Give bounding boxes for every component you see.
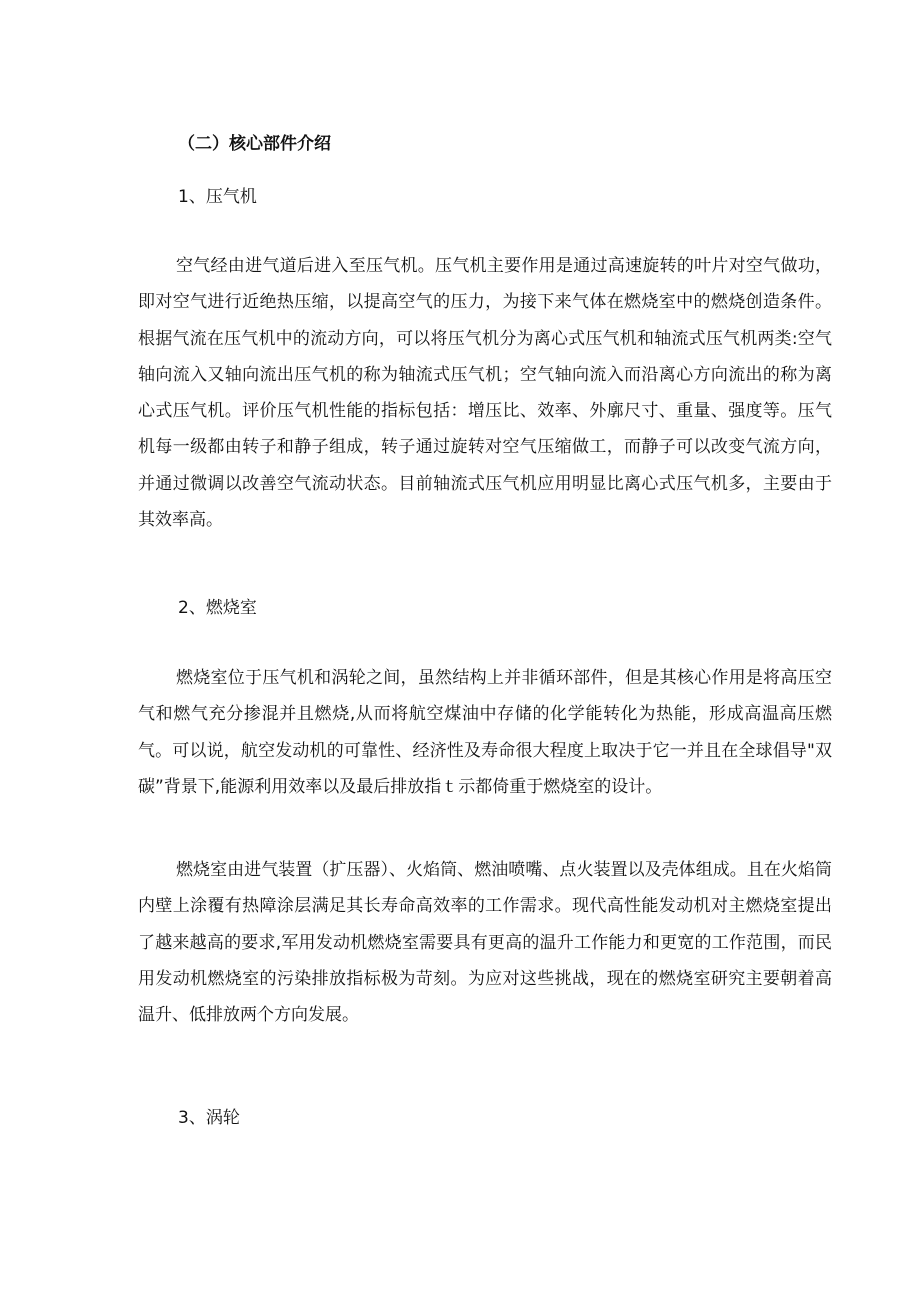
paragraph-combustor-structure: 燃烧室由进气装置（扩压器）、火焰筒、燃油喷嘴、点火装置以及壳体组成。且在火焰筒内壁上涂覆有热障涂层满足其长寿命高效率的工作需求。现代高性能发动机对主燃烧室提出了越来越高的要求,军用发动机燃烧室需要具有更高的温升工作能力和更宽的工作范围，而民用发动机燃烧室的污染排放指标极为苛刻。为应对这些挑战，现在的燃烧室研究主要朝着高温升、低排放两个方向发展。 (138, 860, 832, 1026)
section-title: （二）核心部件介绍 (178, 134, 331, 154)
paragraph-combustor-intro: 燃烧室位于压气机和涡轮之间，虽然结构上并非循环部件，但是其核心作用是将高压空气和燃气充分掺混并且燃烧,从而将航空煤油中存储的化学能转化为热能，形成高温高压燃气。可以说，航空发动机的可靠性、经济性及寿命很大程度上取决于它一并且在全球倡导"双碳”背景下,能源利用效率以及最后排放指ｔ示都倚重于燃烧室的设计。 (138, 668, 832, 797)
subsection-heading-turbine: 3、涡轮 (178, 1108, 240, 1128)
paragraph-compressor: 空气经由进气道后进入至压气机。压气机主要作用是通过高速旋转的叶片对空气做功，即对空气进行近绝热压缩，以提高空气的压力，为接下来气体在燃烧室中的燃烧创造条件。根据气流在压气机中的流动方向，可以将压气机分为离心式压气机和轴流式压气机两类:空气轴向流入又轴向流出压气机的称为轴流式压气机；空气轴向流入而沿离心方向流出的称为离心式压气机。评价压气机性能的指标包括：增压比、效率、外廓尺寸、重量、强度等。压气机每一级都由转子和静子组成，转子通过旋转对空气压缩做工，而静子可以改变气流方向，并通过微调以改善空气流动状态。目前轴流式压气机应用明显比离心式压气机多，主要由于其效率高。 (138, 256, 832, 531)
subsection-heading-compressor: 1、压气机 (178, 187, 257, 207)
subsection-heading-combustor: 2、燃烧室 (178, 598, 257, 618)
